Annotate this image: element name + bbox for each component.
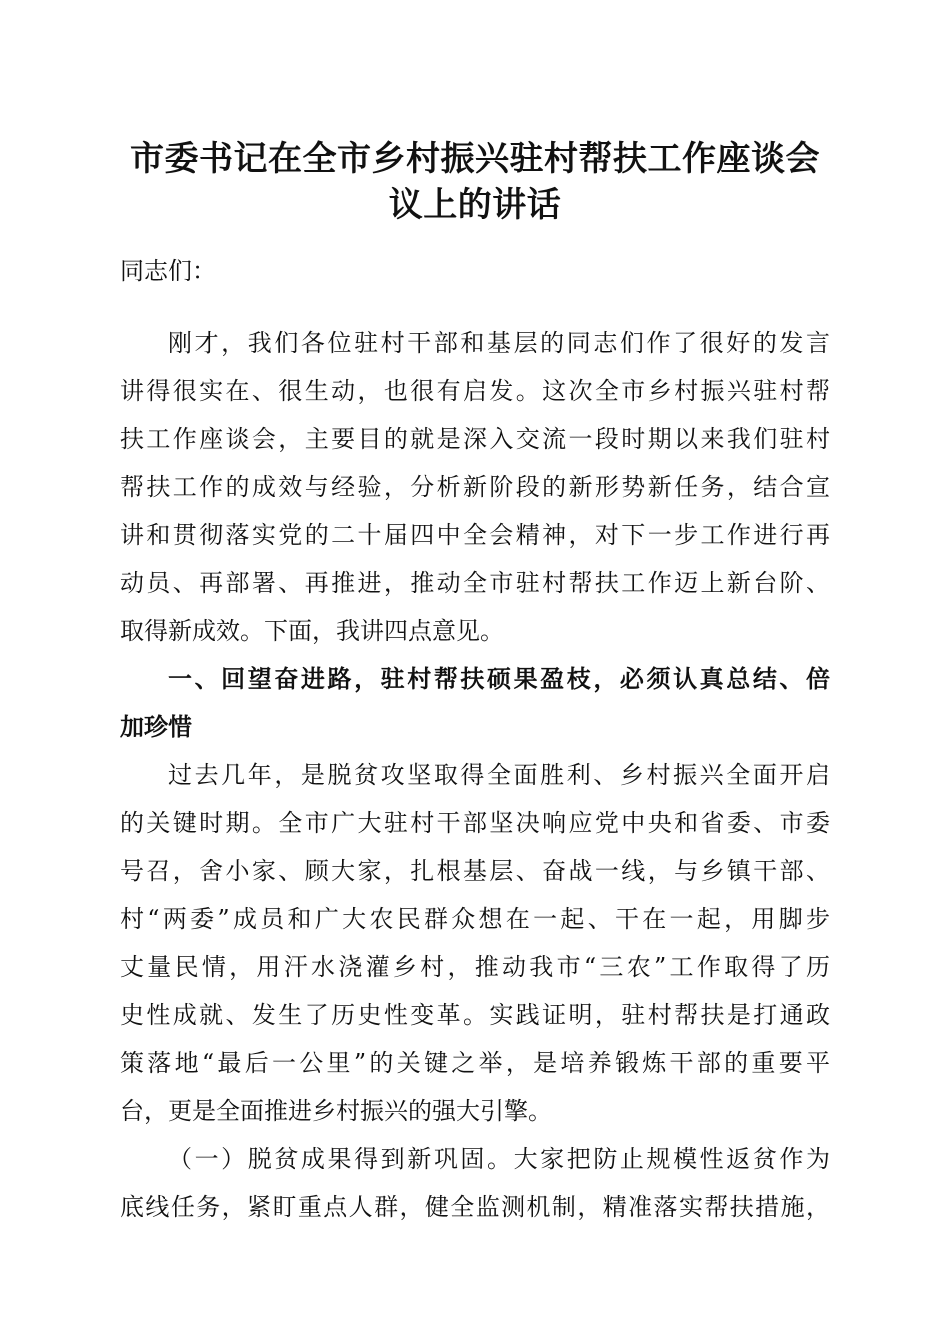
paragraph-line: 村“两委”成员和广大农民群众想在一起、干在一起，用脚步 (120, 905, 830, 933)
section-heading-line: 加珍惜 (120, 713, 192, 741)
paragraph-line: 动员、再部署、再推进，推动全市驻村帮扶工作迈上新台阶、 (120, 569, 830, 597)
paragraph-line: 策落地“最后一公里”的关键之举，是培养锻炼干部的重要平 (120, 1049, 830, 1077)
paragraph-line: 丈量民情，用汗水浇灌乡村，推动我市“三农”工作取得了历 (120, 953, 830, 981)
document-title-line-1: 市委书记在全市乡村振兴驻村帮扶工作座谈会 (130, 139, 820, 179)
paragraph-line: 台，更是全面推进乡村振兴的强大引擎。 (120, 1097, 552, 1125)
paragraph-line: 取得新成效。下面，我讲四点意见。 (120, 617, 504, 645)
document-title-line-2: 议上的讲话 (388, 185, 562, 225)
paragraph-line: 讲得很实在、很生动，也很有启发。这次全市乡村振兴驻村帮 (120, 377, 830, 405)
paragraph-line: 帮扶工作的成效与经验，分析新阶段的新形势新任务，结合宣 (120, 473, 830, 501)
salutation: 同志们： (120, 257, 216, 285)
paragraph-line: 刚才，我们各位驻村干部和基层的同志们作了很好的发言 (168, 329, 830, 357)
subsection-line: （一）脱贫成果得到新巩固。大家把防止规模性返贫作为 (168, 1145, 830, 1173)
paragraph-line: 底线任务，紧盯重点人群，健全监测机制，精准落实帮扶措施， (120, 1193, 830, 1221)
section-heading-line: 一、回望奋进路，驻村帮扶硕果盈枝，必须认真总结、倍 (168, 665, 830, 693)
paragraph-line: 扶工作座谈会，主要目的就是深入交流一段时期以来我们驻村 (120, 425, 830, 453)
paragraph-line: 过去几年，是脱贫攻坚取得全面胜利、乡村振兴全面开启 (168, 761, 830, 789)
paragraph-line: 的关键时期。全市广大驻村干部坚决响应党中央和省委、市委 (120, 809, 830, 837)
paragraph-line: 史性成就、发生了历史性变革。实践证明，驻村帮扶是打通政 (120, 1001, 830, 1029)
paragraph-line: 讲和贯彻落实党的二十届四中全会精神，对下一步工作进行再 (120, 521, 830, 549)
paragraph-line: 号召，舍小家、顾大家，扎根基层、奋战一线，与乡镇干部、 (120, 857, 830, 885)
